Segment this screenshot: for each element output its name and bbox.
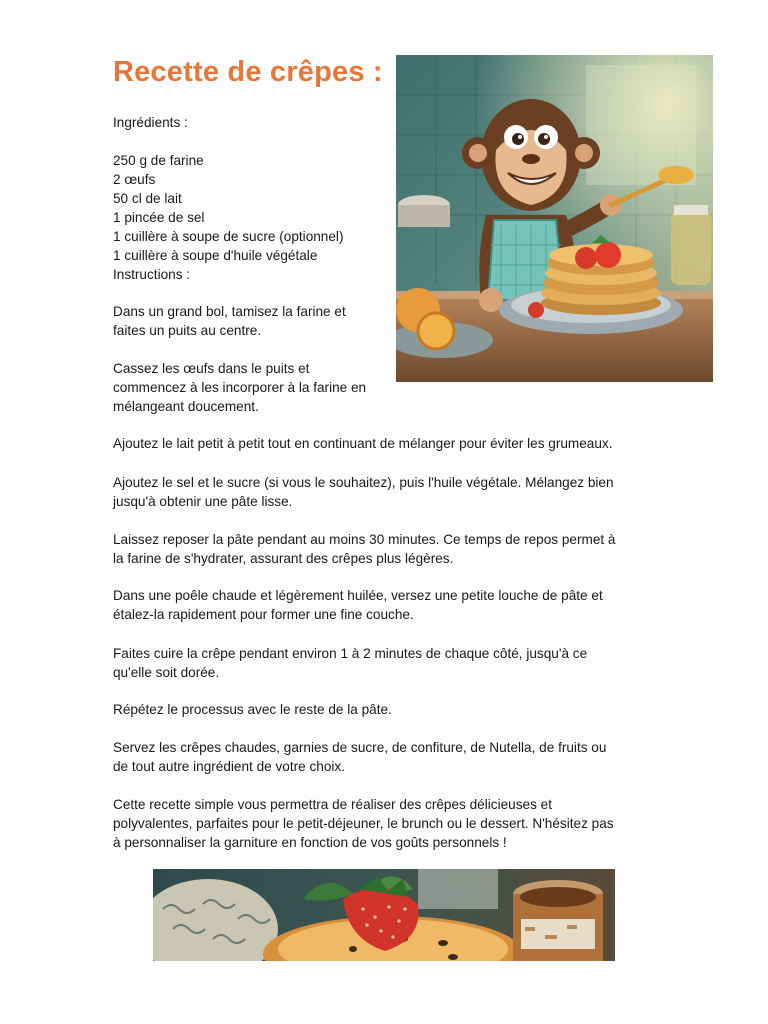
ingredient-item: 2 œufs (113, 172, 156, 187)
instruction-step (113, 473, 614, 511)
ingredient-item: 1 pincée de sel (113, 210, 205, 225)
step-line: Ajoutez le lait petit à petit tout en continuant de mélanger pour éviter les grumeaux. (113, 436, 613, 451)
step-line: Cassez les œufs dans le puits et (113, 361, 310, 376)
instruction-step (113, 644, 587, 682)
step-line: Faites cuire la crêpe pendant environ 1 à 2 minutes de chaque côté, jusqu'à ce (113, 646, 588, 661)
ingredient-item: 1 cuillère à soupe de sucre (optionnel) (113, 229, 344, 244)
ingredient-item: 50 cl de lait (113, 191, 182, 206)
step-line: étalez-la rapidement pour former une fine couche. (113, 607, 414, 622)
step-line: polyvalentes, parfaites pour le petit-déjeuner, le brunch ou le dessert. N'hésitez pas (113, 816, 614, 831)
step-line: la farine de s'hydrater, assurant des crêpes plus légères. (113, 551, 454, 566)
instruction-step (113, 302, 346, 340)
step-line: Dans un grand bol, tamisez la farine et (113, 304, 346, 319)
instruction-step (113, 586, 603, 624)
crepe-strawberry-illustration (153, 869, 615, 961)
instructions-heading: Instructions : (113, 267, 191, 282)
step-line: mélangeant doucement. (113, 399, 259, 414)
step-line: commencez à les incorporer à la farine en (113, 380, 367, 395)
step-line: Laissez reposer la pâte pendant au moins 30 minutes. Ce temps de repos permet à (113, 532, 616, 547)
step-line: de tout autre ingrédient de votre choix. (113, 759, 345, 774)
instruction-step (113, 359, 366, 416)
instruction-step (113, 434, 613, 453)
instruction-step (113, 530, 616, 568)
crepe-strawberry-jar-icon (153, 869, 615, 961)
step-line: Ajoutez le sel et le sucre (si vous le souhaitez), puis l'huile végétale. Mélangez bien (113, 475, 614, 490)
ingredient-item: 250 g de farine (113, 153, 204, 168)
step-line: Répétez le processus avec le reste de la pâte. (113, 702, 392, 717)
instruction-step (113, 738, 606, 776)
ingredients-list (113, 151, 343, 284)
ingredients-heading-block (113, 113, 188, 132)
step-line: à personnaliser la garniture en fonction de vos goûts personnels ! (113, 835, 507, 850)
step-line: jusqu'à obtenir une pâte lisse. (113, 494, 293, 509)
step-line: Cette recette simple vous permettra de réaliser des crêpes délicieuses et (113, 797, 552, 812)
closing-paragraph (113, 795, 614, 852)
step-line: faites un puits au centre. (113, 323, 262, 338)
instruction-step (113, 700, 392, 719)
ingredients-heading: Ingrédients : (113, 115, 188, 130)
monkey-chef-illustration (396, 55, 713, 382)
monkey-chef-pancakes-icon (396, 55, 713, 382)
recipe-title: Recette de crêpes : (113, 56, 383, 88)
step-line: qu'elle soit dorée. (113, 665, 220, 680)
step-line: Servez les crêpes chaudes, garnies de sucre, de confiture, de Nutella, de fruits ou (113, 740, 607, 755)
step-line: Dans une poêle chaude et légèrement huilée, versez une petite louche de pâte et (113, 588, 603, 603)
ingredient-item: 1 cuillère à soupe d'huile végétale (113, 248, 318, 263)
